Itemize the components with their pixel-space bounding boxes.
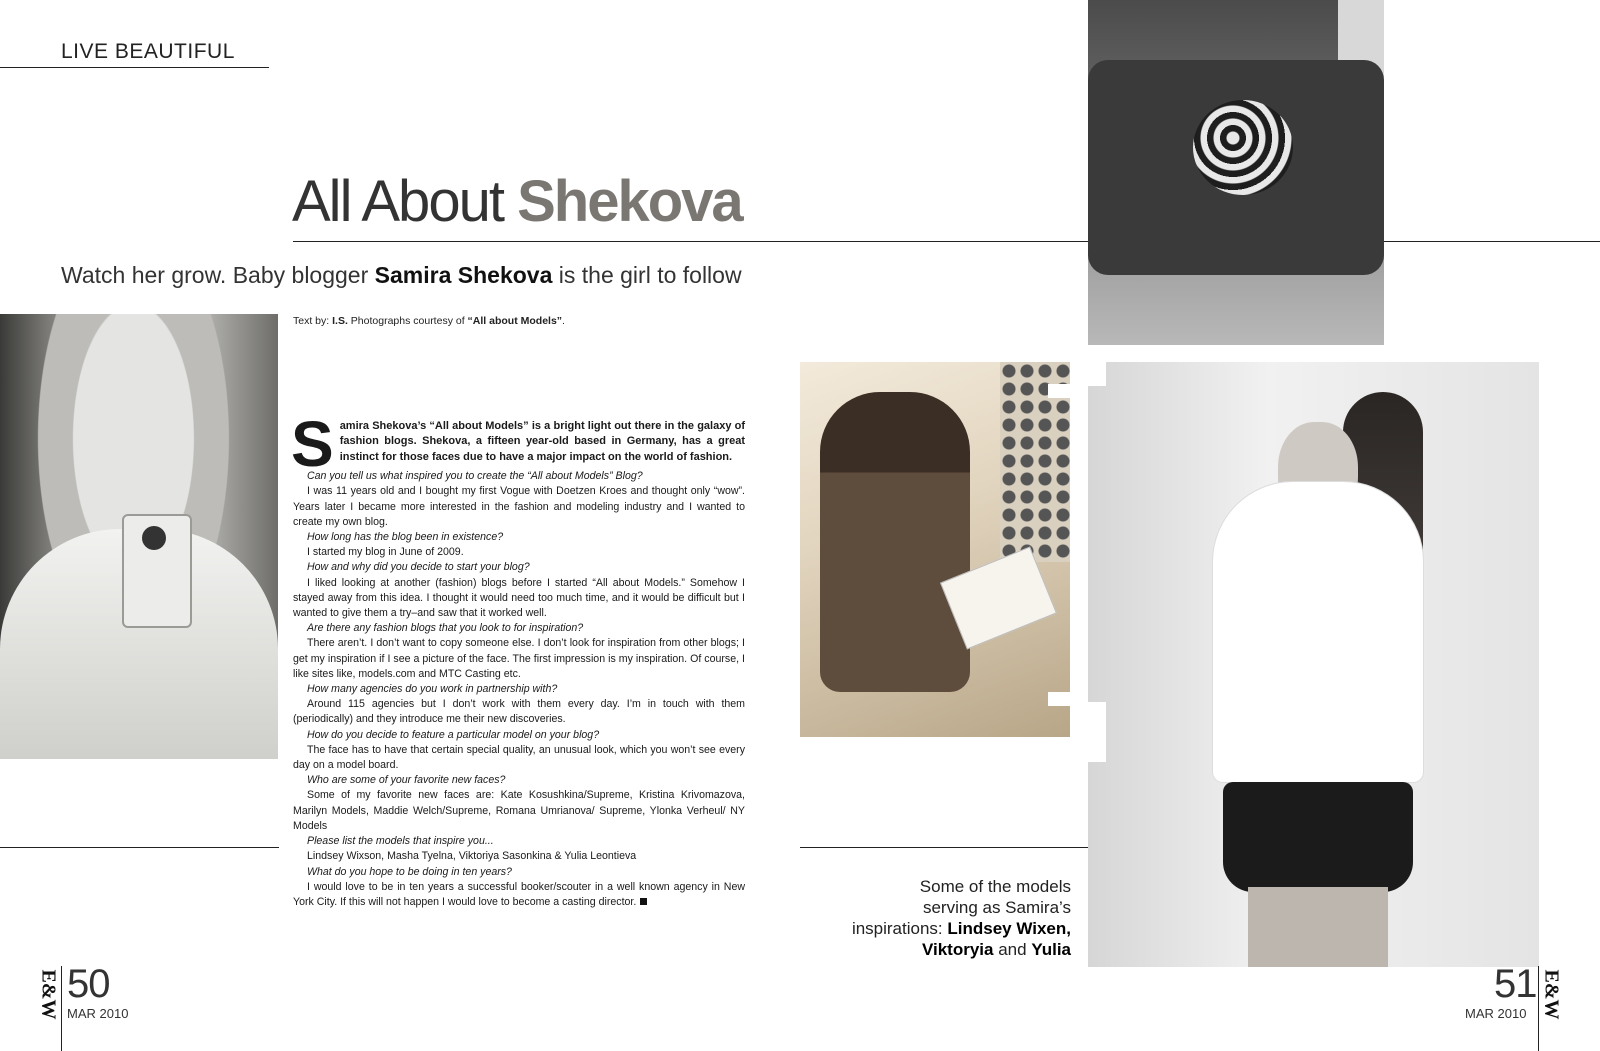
photo-notch [1088,362,1106,386]
interview-question: How many agencies do you work in partnership with? [307,683,558,696]
issue-date-right: MAR 2010 [1465,1006,1527,1021]
photo-legs [1248,887,1388,967]
photo-notch [1048,692,1070,706]
article-title [292,168,742,235]
caption-text: and [998,940,1027,959]
section-label: LIVE BEAUTIFUL [61,40,235,63]
subtitle-name: Samira Shekova [374,262,553,288]
credit-label: Text by: [293,315,330,327]
interview-answer: I would love to be in ten years a successful booker/scouter in a well known agency in New York City. If this will not happen I would love to become a casting director. [293,880,745,908]
photo-shirt [1213,482,1423,782]
photo-dress [1193,100,1293,195]
photo-bottom-rule [0,847,279,848]
caption-name: Viktoryia [921,940,994,959]
interview-answer: I started my blog in June of 2009. [307,546,464,559]
photo-model-reading [800,362,1070,737]
photo-caption [820,876,1071,960]
footer-divider-left [61,966,62,1051]
interview-question: Can you tell us what inspired you to create the “All about Models” Blog? [307,470,643,483]
issue-date-left: MAR 2010 [67,1006,129,1021]
lead-text: amira Shekova’s “All about Models” is a bright light out there in the galaxy of fashion blogs. Shekova, a fifteen year-old based in Germany, has a great instinct for those faces due to have a major impact on the world of fashion. [339,420,745,463]
photo-figure [820,392,970,692]
article-paragraphs [293,469,745,910]
caption-line [820,918,1071,939]
interview-question: What do you hope to be doing in ten years? [307,865,512,878]
subtitle [61,262,742,289]
section-underline [0,67,269,68]
caption-name: Yulia [1031,940,1071,959]
title-light: All About [292,169,503,234]
interview-answer: Around 115 agencies but I don’t work with them every day. I’m in touch with them (periodically) and they introduce me their new discoveries. [293,698,745,726]
photo-samira-selfie [0,314,278,759]
interview-answer: Some of my favorite new faces are: Kate Kosushkina/Supreme, Kristina Krivomazova, Marilyn Models, Maddie Welch/Supreme, Romana Umrianova/ Supreme, Ylonka Verheul/ NY Models [293,789,745,832]
end-mark [640,898,647,905]
photo-notch [1048,384,1070,398]
page-number-right: 51 [1494,962,1537,1006]
title-rule-right [1384,241,1600,242]
photo-notch [1088,702,1106,762]
subtitle-after: is the girl to follow [558,262,742,288]
credit-source: “All about Models” [467,315,563,327]
interview-answer: Lindsey Wixson, Masha Tyelna, Viktoriya Sasonkina & Yulia Leontieva [307,850,637,863]
caption-name: Lindsey Wixen, [947,919,1071,938]
photo-model-on-sofa [1088,0,1384,345]
interview-question: Are there any fashion blogs that you look to for inspiration? [307,622,584,635]
interview-answer: The face has to have that certain special quality, an unusual look, which you won’t see every day on a model board. [293,743,745,772]
caption-line: Some of the models [919,877,1071,896]
title-rule [293,241,1088,242]
caption-line: serving as Samira’s [922,898,1071,917]
photo-shorts [1223,782,1413,892]
interview-question: How long has the blog been in existence? [307,531,504,544]
page-number-left: 50 [67,962,110,1006]
caption-line [820,939,1071,960]
article-body [291,408,745,910]
interview-question: Please list the models that inspire you... [307,835,494,848]
interview-question: Who are some of your favorite new faces? [307,774,506,787]
interview-question: How do you decide to feature a particular model on your blog? [307,728,600,741]
title-bold: Shekova [517,169,742,234]
interview-answer: I was 11 years old and I bought my first Vogue with Doetzen Kroes and thought only “wow”. Years later I became more interested in the fashion and modeling industry and I wanted to create my own blog. [293,485,745,528]
credit-end: . [562,315,565,327]
magazine-logo-right: E&W [1540,969,1563,1020]
magazine-logo-left: E&W [37,969,60,1020]
credit-label-2: Photographs courtesy of [350,315,465,327]
interview-answer: There aren’t. I don’t want to copy someone else. I don’t look for inspiration from other blogs; I get my inspiration if I see a picture of the face. The first impression is my inspiration. Of course, I like sites like, models.com and MTC Casting etc. [293,637,745,680]
interview-question: How and why did you decide to start your blog? [307,561,530,574]
credit-author: I.S. [332,315,348,327]
photo-credit [293,315,565,327]
interview-answer: I liked looking at another (fashion) blogs before I started “All about Models.” Somehow I stayed away from this idea. I thought it would need too much time, and it would be difficult but I wanted to give them a try–and saw that it worked well. [293,576,745,620]
subtitle-before: Watch her grow. Baby blogger [61,262,369,288]
camera-lens [142,526,166,550]
caption-text: inspirations: [851,919,943,938]
photo-model-standing [1088,362,1539,967]
footer-divider-right [1538,966,1539,1051]
drop-cap: S [291,408,334,480]
caption-rule [800,847,1088,848]
